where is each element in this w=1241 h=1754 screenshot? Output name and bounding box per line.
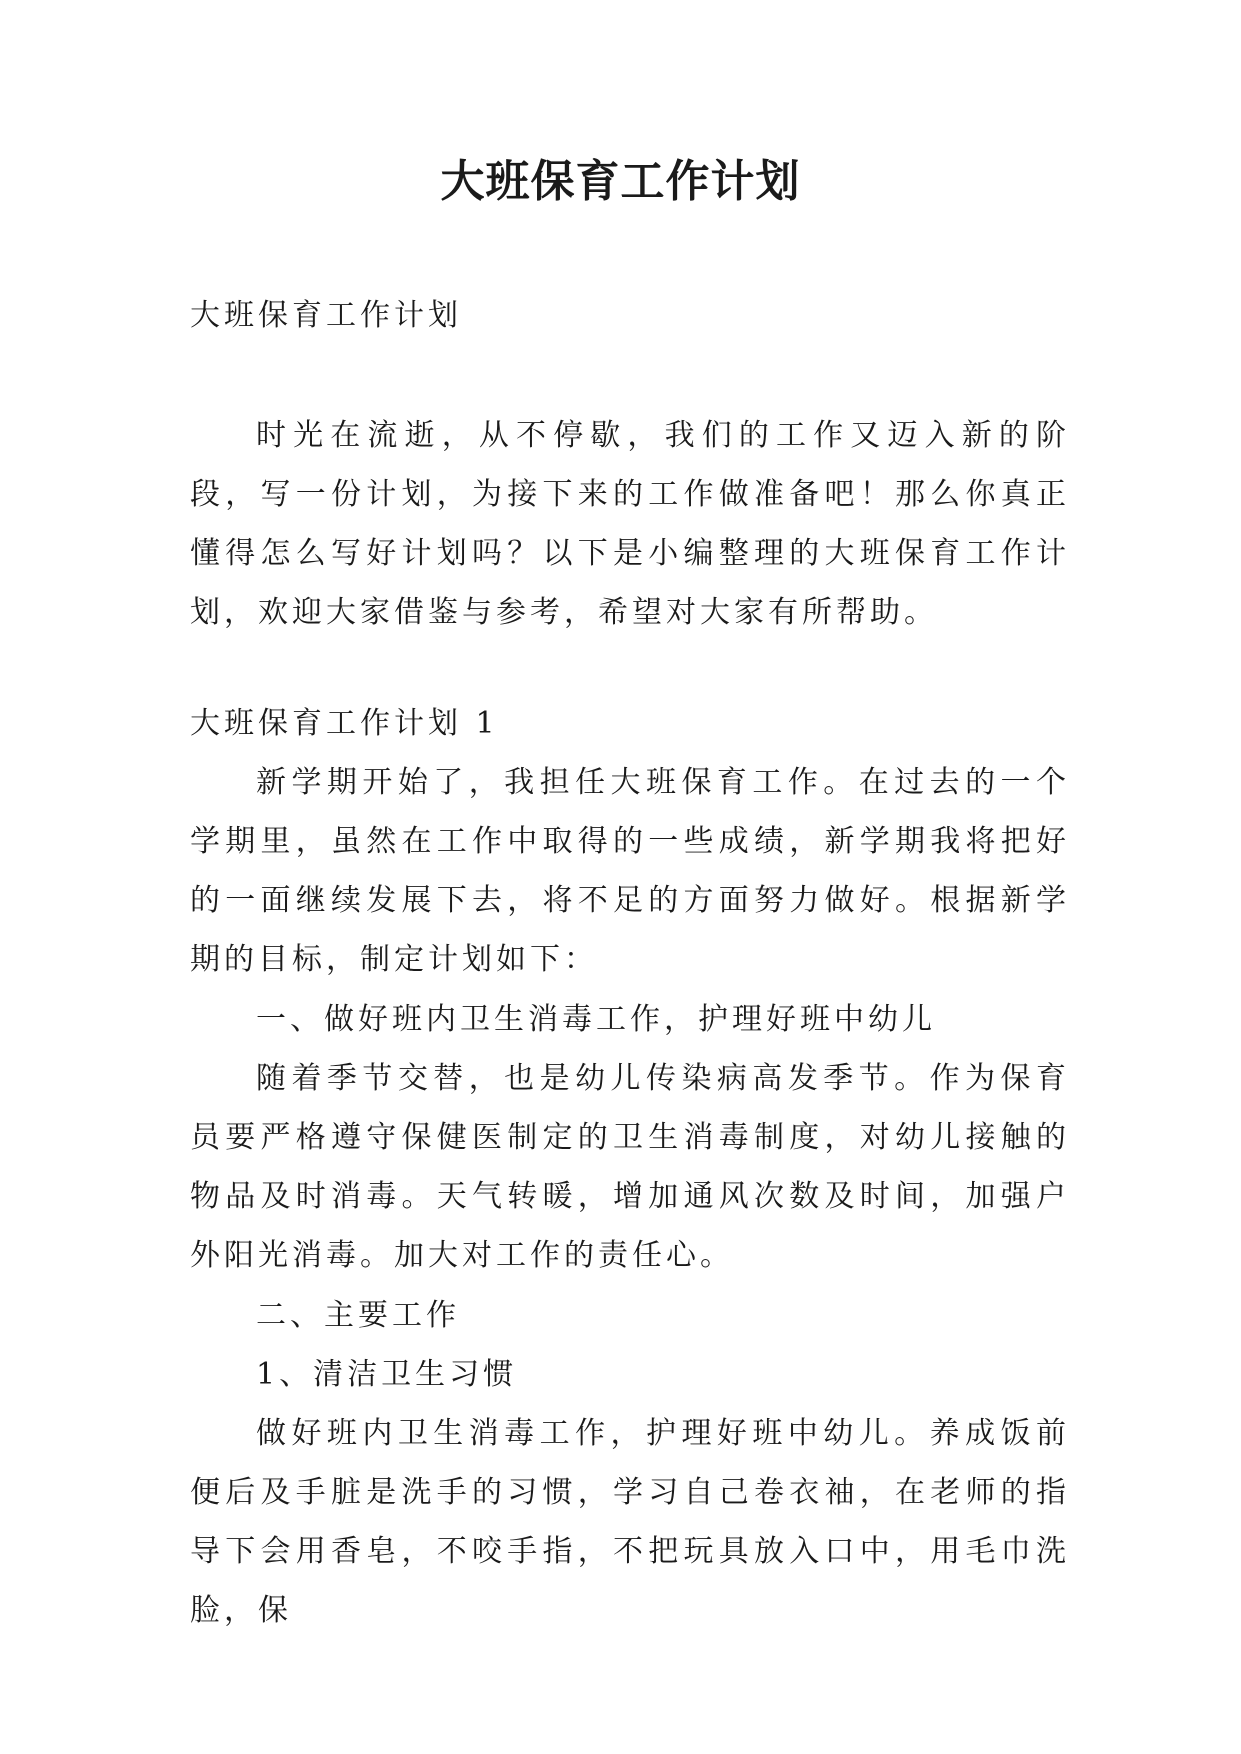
body-paragraph: 新学期开始了，我担任大班保育工作。在过去的一个学期里，虽然在工作中取得的一些成绩，新学期我将把好的一面继续发展下去，将不足的方面努力做好。根据新学期的目标，制定计划如下： [190, 765, 1070, 977]
subsection-heading: 一、做好班内卫生消毒工作，护理好班中幼儿 [256, 1002, 936, 1037]
body-paragraph: 做好班内卫生消毒工作，护理好班中幼儿。养成饭前便后及手脏是洗手的习惯，学习自己卷衣袖，在老师的指导下会用香皂，不咬手指，不把玩具放入口中，用毛巾洗脸，保 [190, 1416, 1070, 1628]
subsection-heading: 二、主要工作 [256, 1298, 460, 1333]
body-paragraph: 随着季节交替，也是幼儿传染病高发季节。作为保育员要严格遵守保健医制定的卫生消毒制度，对幼儿接触的物品及时消毒。天气转暖，增加通风次数及时间，加强户外阳光消毒。加大对工作的责任心。 [190, 1061, 1070, 1273]
section-heading: 大班保育工作计划 1 [190, 706, 499, 741]
intro-paragraph: 时光在流逝，从不停歇，我们的工作又迈入新的阶段，写一份计划，为接下来的工作做准备吧！那么你真正懂得怎么写好计划吗？以下是小编整理的大班保育工作计划，欢迎大家借鉴与参考，希望对大家有所帮助。 [190, 418, 1070, 630]
document-subtitle: 大班保育工作计划 [190, 298, 462, 333]
document-title: 大班保育工作计划 [440, 156, 801, 207]
subsection-heading: 1、清洁卫生习惯 [256, 1357, 518, 1392]
